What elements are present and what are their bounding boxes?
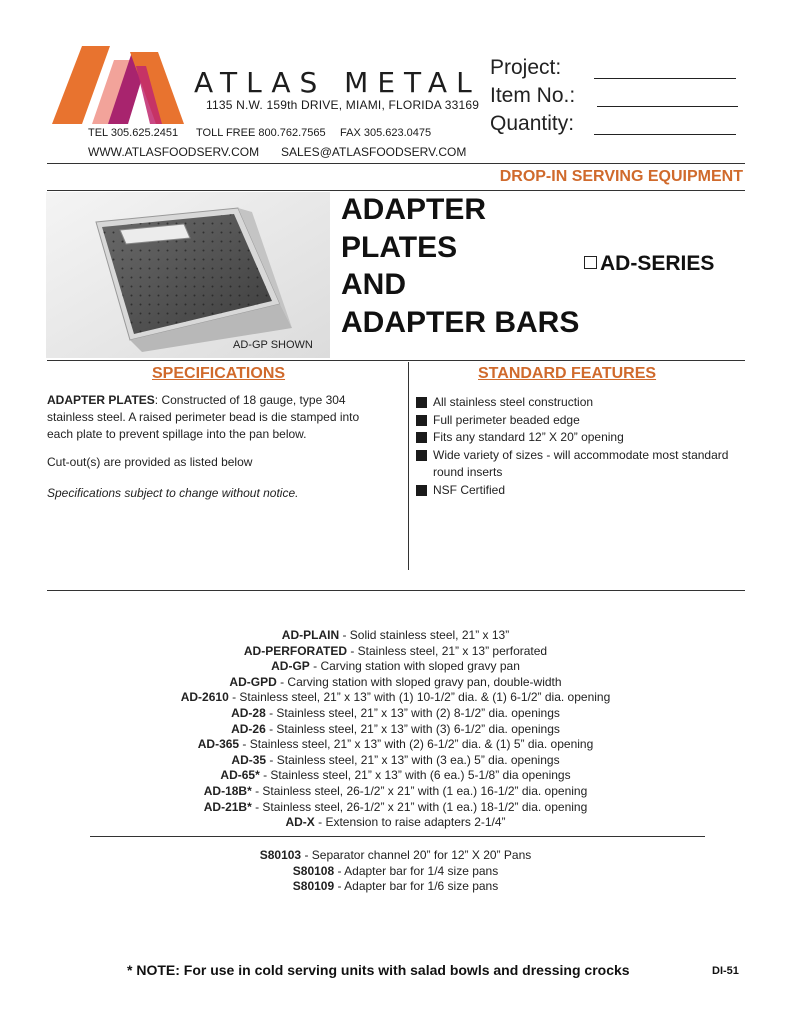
features-list [416,394,746,499]
footnote: * NOTE: For use in cold serving units with salad bowls and dressing crocks [127,962,630,978]
model-row: AD-X - Extension to raise adapters 2-1/4” [285,815,506,830]
disclaimer: Specifications subject to change without notice. [47,486,299,500]
model-row: AD-21B* - Stainless steel, 26-1/2” x 21” with (1 ea.) 18-1/2” dia. opening [203,799,588,814]
bullet-square-icon [416,450,427,461]
bar-row: S80103 - Separator channel 20” for 12” X 20” Pans [259,848,532,862]
quantity-field[interactable] [594,134,736,135]
cutouts-note: Cut-out(s) are provided as listed below [47,455,253,469]
bullet-square-icon [416,432,427,443]
model-row: AD-2610 - Stainless steel, 21” x 13” with (1) 10-1/2” dia. & (1) 6-1/2” dia. opening [180,690,611,705]
model-list [0,628,791,831]
model-row: AD-PERFORATED - Stainless steel, 21” x 13” perforated [243,643,548,658]
feature-item: Full perimeter beaded edge [416,412,746,430]
item-no-label: Item No.: [490,84,576,107]
header-divider [47,163,745,164]
adapter-bar-list [0,848,791,895]
quantity-label: Quantity: [490,112,575,135]
brand-name: ATLAS METAL [194,66,481,99]
fax-number: FAX 305.623.0475 [340,127,432,139]
model-row: AD-PLAIN - Solid stainless steel, 21” x 13” [281,628,510,642]
project-label: Project: [490,56,562,79]
model-row: AD-65* - Stainless steel, 21” x 13” with (6 ea.) 5-1/8” dia openings [220,768,571,783]
model-row: AD-28 - Stainless steel, 21” x 13” with (2) 8-1/2” dia. openings [231,705,560,720]
model-row: AD-GP - Carving station with sloped gravy pan [271,659,520,674]
models-divider [90,836,705,837]
product-title [341,191,579,341]
company-address: 1135 N.W. 159th DRIVE, MIAMI, FLORIDA 33169 [206,98,480,112]
bullet-square-icon [416,397,427,408]
spec-text: : Constructed of 18 gauge, type 304 stainless steel. A raised perimeter bead is die stamped into each plate to prevent spillage into the pan below. [47,393,360,441]
features-heading: STANDARD FEATURES [478,365,657,382]
specifications-body [47,392,387,443]
spec-lead: ADAPTER PLATES [47,393,155,407]
phone-number: TEL 305.625.2451 [88,127,179,139]
specifications-heading: SPECIFICATIONS [152,365,286,382]
category-heading: DROP-IN SERVING EQUIPMENT [499,168,743,185]
project-field[interactable] [594,78,736,79]
item-no-field[interactable] [597,106,738,107]
column-divider [408,362,409,570]
feature-item: Wide variety of sizes - will accommodate most standard round inserts [416,447,746,482]
series-option[interactable] [584,252,714,276]
feature-item: Fits any standard 12” X 20” opening [416,429,746,447]
bullet-square-icon [416,485,427,496]
title-line: PLATES [341,230,458,264]
feature-item: All stainless steel construction [416,394,746,412]
photo-caption: AD-GP SHOWN [233,339,313,351]
product-photo [46,192,330,358]
series-checkbox[interactable] [584,256,597,269]
title-line: ADAPTER BARS [341,305,580,339]
bar-row: S80108 - Adapter bar for 1/4 size pans [292,863,499,878]
bar-row: S80109 - Adapter bar for 1/6 size pans [292,879,499,894]
atlas-metal-logo [52,46,184,124]
feature-item: NSF Certified [416,482,746,500]
toll-free-number: TOLL FREE 800.762.7565 [196,127,326,139]
bullet-square-icon [416,415,427,426]
model-row: AD-26 - Stainless steel, 21” x 13” with (3) 6-1/2” dia. openings [231,721,560,736]
model-row: AD-18B* - Stainless steel, 26-1/2” x 21” with (1 ea.) 16-1/2” dia. opening [203,783,588,798]
title-line: AND [341,268,406,301]
model-row: AD-365 - Stainless steel, 21” x 13” with (2) 6-1/2” dia. & (1) 5” dia. opening [197,737,594,752]
features-divider [47,590,745,591]
series-label: AD-SERIES [600,252,715,275]
page-code: DI-51 [712,965,739,977]
email-link[interactable]: SALES@ATLASFOODSERV.COM [281,145,467,159]
title-divider [47,360,745,361]
website-link[interactable]: WWW.ATLASFOODSERV.COM [88,145,260,159]
model-row: AD-GPD - Carving station with sloped gravy pan, double-width [229,674,562,689]
model-row: AD-35 - Stainless steel, 21” x 13” with (3 ea.) 5” dia. openings [231,752,560,767]
title-line: ADAPTER [341,193,487,226]
